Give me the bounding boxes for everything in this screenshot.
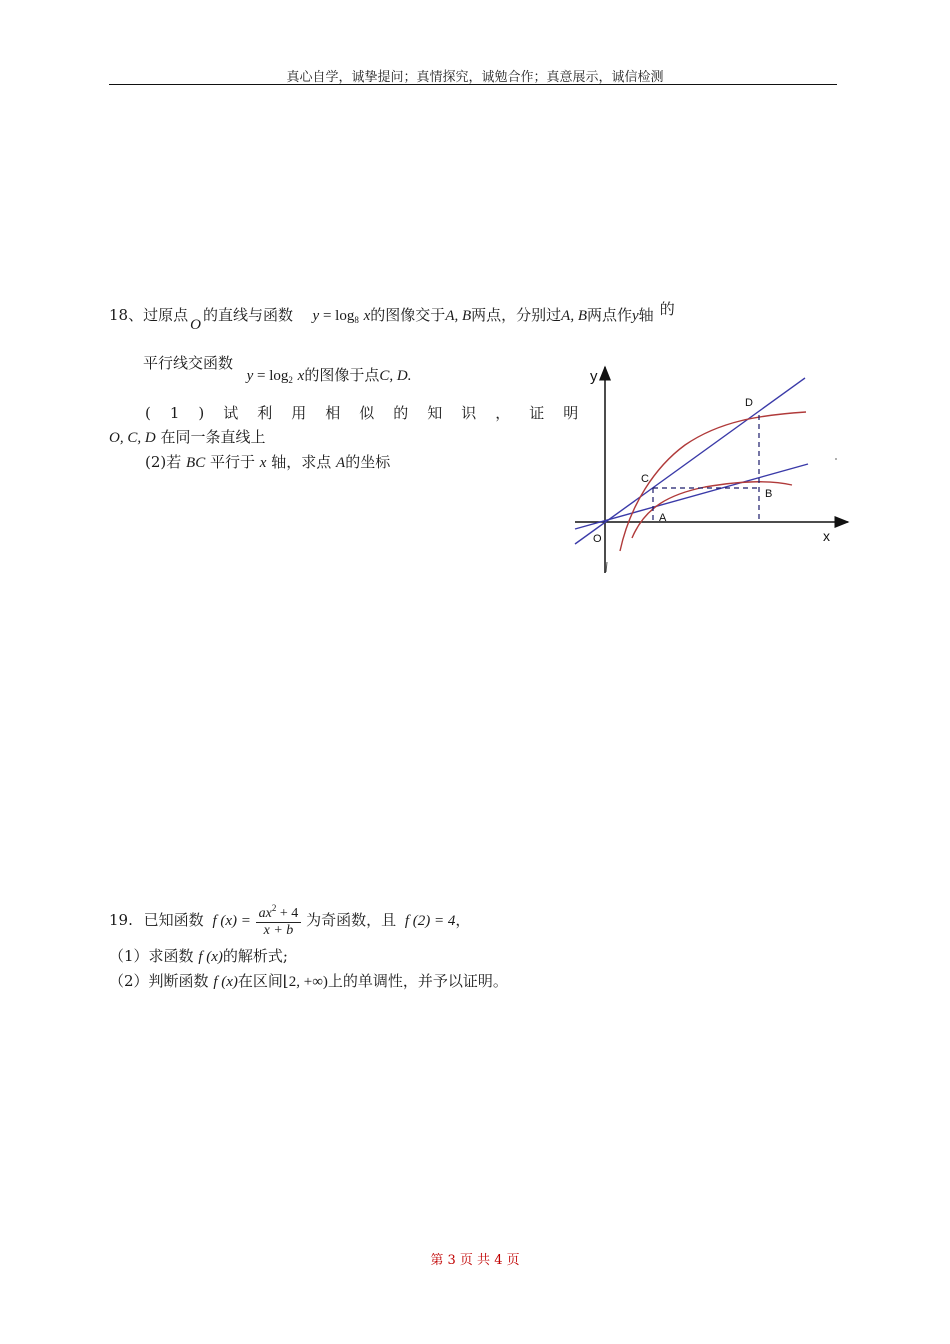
q19-line-1	[109, 903, 470, 939]
q19-num-ax: ax	[258, 906, 272, 921]
q18-text-f: 轴	[638, 306, 654, 324]
q19-part2	[109, 970, 508, 991]
point-label-b: B	[765, 488, 773, 500]
q18-part2-d: 的坐标	[345, 453, 391, 471]
q18-number: 18、	[109, 306, 144, 324]
q18-points-cd: C, D.	[379, 368, 412, 384]
q18-part2	[145, 451, 390, 472]
q18-part2-c: 轴，求点	[271, 453, 332, 471]
q19-part2-b: 在区间	[237, 972, 283, 990]
q18-text-c: 的图像交于	[370, 306, 446, 324]
q18-func1-x: x	[363, 308, 371, 324]
q18-func1-y: y	[312, 308, 320, 324]
q18-text-a: 过原点	[143, 306, 189, 324]
q18-part2-x: x	[259, 455, 267, 471]
q18-text-b: 的直线与函数	[202, 306, 293, 324]
page-number: 第 3 页 共 4 页	[430, 1253, 520, 1268]
q18-part1-points: O, C, D	[109, 430, 156, 446]
q18-func2-x: x	[297, 368, 305, 384]
header-divider	[109, 84, 837, 85]
q19-part2-c: 上的单调性，并予以证明。	[327, 972, 508, 990]
q19-numerator	[256, 903, 302, 923]
origin-label: O	[593, 533, 602, 545]
q18-line2-text-b: 的图像于点	[304, 366, 380, 384]
q19-intro: 已知函数	[143, 911, 204, 929]
q18-part2-a: (2)若	[145, 453, 182, 471]
q19-comma: ，	[455, 911, 471, 929]
q19-condition: f (2) = 4	[404, 913, 456, 929]
q18-points-ab-2: A, B	[561, 308, 587, 324]
q18-line-1	[109, 300, 675, 333]
q18-part2-b: 平行于	[209, 453, 255, 471]
q18-text-e: 两点作	[586, 306, 632, 324]
q19-num-exponent: 2	[271, 903, 277, 913]
point-label-a: A	[659, 512, 667, 524]
q19-part1-fx: f (x)	[198, 949, 223, 965]
q18-func2-eq: = log	[253, 368, 289, 384]
line-oab	[575, 464, 808, 529]
q19-part1	[109, 945, 288, 966]
point-label-c: C	[641, 473, 649, 485]
tick-mark	[606, 562, 607, 572]
axis-x-label: x	[823, 528, 830, 544]
q18-part2-a-point: A	[336, 455, 346, 471]
q18-func2-y: y	[246, 368, 254, 384]
q19-number: 19.	[109, 911, 133, 929]
q18-part1-tail: 在同一条直线上	[160, 428, 266, 446]
point-label-d: D	[745, 397, 753, 409]
q18-part2-bc: BC	[186, 455, 206, 471]
q19-part1-a: （1）求函数	[109, 947, 194, 965]
q19-fraction	[256, 903, 302, 939]
q18-func1-eq: = log	[319, 308, 355, 324]
q18-part1-line2	[109, 426, 265, 447]
header-motto: 真心自学，诚挚提问；真情探究，诚勉合作；真意展示，诚信检测	[286, 70, 664, 85]
q18-axis-y: y	[632, 308, 639, 324]
q18-part1-label: (1)试利用相似的知识，证明	[145, 404, 598, 422]
q19-num-rest: + 4	[276, 906, 299, 921]
axis-y-label: y	[590, 368, 598, 385]
q18-figure	[560, 355, 860, 585]
q19-part1-b: 的解析式;	[222, 947, 288, 965]
q19-part2-fx: f (x)	[213, 974, 238, 990]
q19-fx: f (x) =	[212, 913, 251, 929]
q18-func2-base: 2	[288, 375, 293, 385]
q19-odd-text: 为奇函数，且	[306, 911, 397, 929]
q19-denominator: x + b	[263, 923, 294, 938]
q18-line-2	[143, 352, 412, 385]
q18-point-o: O	[190, 317, 201, 333]
q18-text-tail: 的	[659, 300, 675, 318]
q18-line2-text-a: 平行线交函数	[143, 354, 234, 372]
q18-text-d: 两点，分别过	[471, 306, 562, 324]
q19-interval: ⌊2, +∞)	[282, 974, 328, 990]
stray-dot	[835, 458, 837, 460]
q18-func1-base: 8	[354, 315, 359, 325]
q19-part2-a: （2）判断函数	[109, 972, 209, 990]
q18-points-ab: A, B	[445, 308, 472, 324]
